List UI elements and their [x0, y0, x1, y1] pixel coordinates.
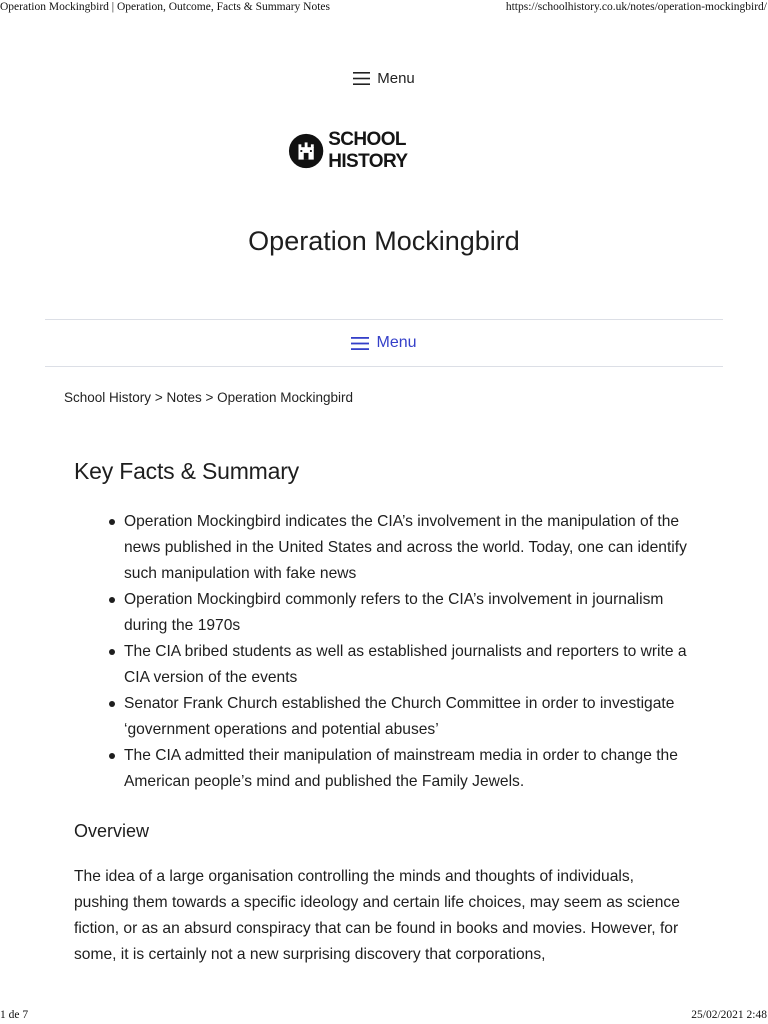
list-item-text: Senator Frank Church established the Church Committee in order to investigate ‘government operations and potential abuses’ — [124, 695, 675, 738]
castle-icon — [288, 132, 324, 170]
print-page-title: Operation Mockingbird | Operation, Outcome, Facts & Summary Notes — [0, 1, 330, 13]
logo-text: SCHOOL HISTORY — [328, 129, 408, 172]
list-item-text: Operation Mockingbird commonly refers to the CIA’s involvement in journalism during the 1970s — [124, 591, 664, 634]
bullet-icon — [109, 649, 115, 655]
list-item — [74, 639, 704, 691]
key-facts-list — [74, 509, 704, 795]
site-logo[interactable] — [288, 131, 482, 171]
bullet-icon — [109, 753, 115, 759]
list-item — [74, 509, 704, 587]
bullet-icon — [109, 597, 115, 603]
print-header — [0, 0, 768, 16]
breadcrumb-separator: > — [205, 390, 214, 405]
breadcrumb-link-notes[interactable]: Notes — [166, 390, 202, 405]
list-item-text: The CIA admitted their manipulation of mainstream media in order to change the American people’s mind and published the Family Jewels. — [124, 747, 678, 790]
bullet-icon — [109, 701, 115, 707]
top-menu-button[interactable] — [0, 70, 768, 87]
list-item-text: The CIA bribed students as well as established journalists and reporters to write a CIA version of the events — [124, 643, 687, 686]
key-facts-heading: Key Facts & Summary — [74, 458, 299, 484]
nav-menu-label: Menu — [376, 334, 417, 351]
breadcrumb-link-home[interactable]: School History — [64, 390, 152, 405]
top-menu-label: Menu — [377, 70, 415, 87]
breadcrumb-separator: > — [154, 390, 163, 405]
print-footer — [0, 1008, 768, 1024]
page-title: Operation Mockingbird — [248, 226, 520, 256]
list-item — [74, 587, 704, 639]
hamburger-icon — [353, 72, 370, 85]
list-item — [74, 691, 704, 743]
list-item-text: Operation Mockingbird indicates the CIA’s involvement in the manipulation of the news published in the United States and across the world. Today, one can identify such manipulation with fake news — [124, 513, 687, 582]
list-item — [74, 743, 704, 795]
hamburger-icon — [351, 337, 369, 350]
breadcrumb-current: Operation Mockingbird — [217, 390, 353, 405]
breadcrumb — [64, 390, 353, 405]
print-datetime: 25/02/2021 2:48 — [691, 1009, 767, 1021]
overview-paragraph: The idea of a large organisation controlling the minds and thoughts of individuals, pushing them towards a specific ideology and certain life choices, may seem as science fiction, or as an absurd conspiracy that can be found in books and movies. However, for some, it is certainly not a new surprising discovery that corporations, — [74, 868, 680, 963]
main-nav-menu-button[interactable] — [45, 319, 723, 367]
print-page-number: 1 de 7 — [0, 1009, 29, 1021]
bullet-icon — [109, 519, 115, 525]
print-page-url: https://schoolhistory.co.uk/notes/operation-mockingbird/ — [505, 1, 767, 13]
overview-heading: Overview — [74, 821, 150, 841]
